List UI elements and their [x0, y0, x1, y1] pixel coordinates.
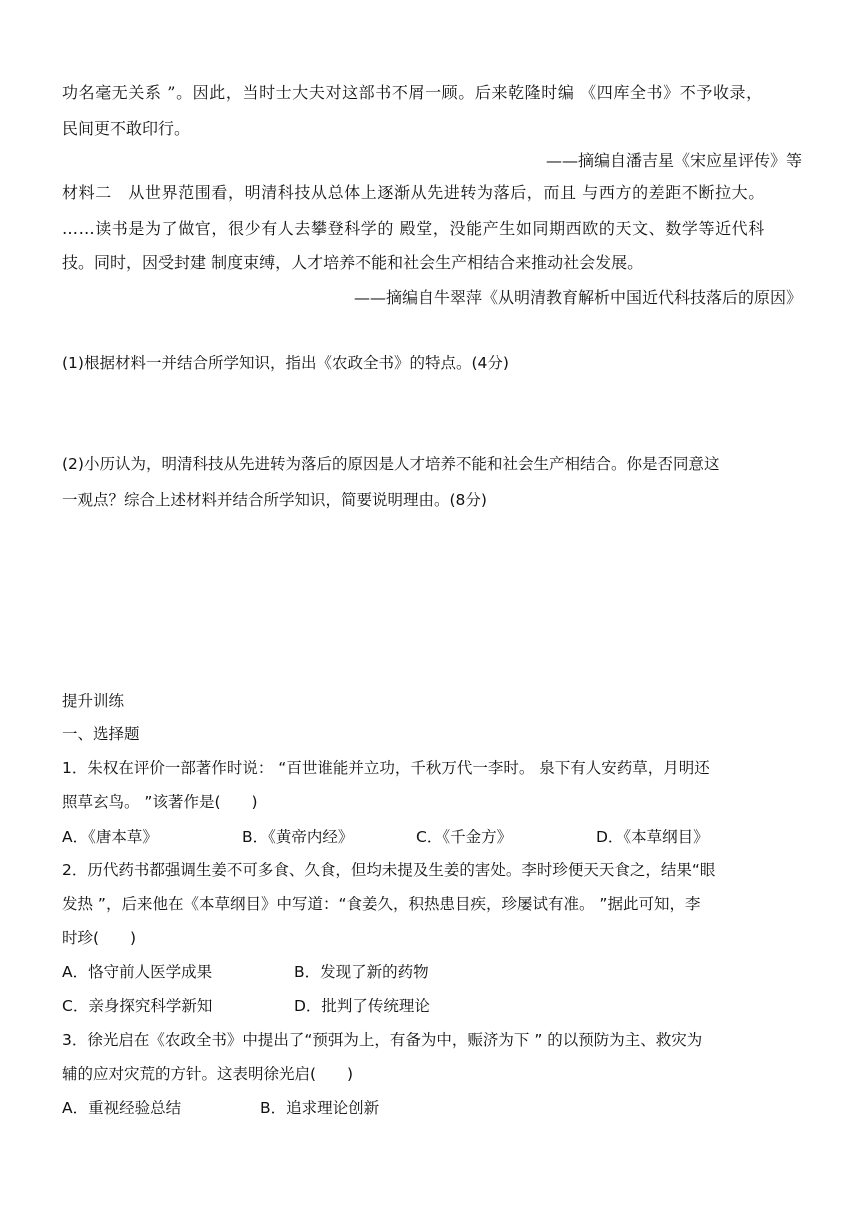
item-3-line-1: 3．徐光启在《农政全书》中提出了“预弭为上，有备为中，赈济为下 ” 的以预防为主、救灾为: [62, 1031, 703, 1049]
item-2-line-3: 时珍( ): [62, 929, 137, 947]
item-2-option-d[interactable]: D．批判了传统理论: [294, 997, 430, 1015]
item-3-option-a[interactable]: A．重视经验总结: [62, 1099, 182, 1117]
item-1-line-2: 照草玄鸟。 ”该著作是( ): [62, 793, 258, 811]
item-1-option-d[interactable]: D．《本草纲目》: [596, 828, 709, 846]
question-2-line-2: 一观点？综合上述材料并结合所学知识，简要说明理由。(8分): [62, 491, 487, 509]
material-one-line-2: 民间更不敢印行。: [62, 119, 191, 138]
material-two-source: ——摘编自牛翠萍《从明清教育解析中国近代科技落后的原因》: [353, 288, 802, 307]
item-1-option-a[interactable]: A．《唐本草》: [62, 828, 158, 846]
item-2-option-a[interactable]: A．恪守前人医学成果: [62, 963, 213, 981]
item-1-line-1: 1．朱权在评价一部著作时说： “百世谁能并立功，千秋万代一李时。 泉下有人安药草，月明还: [62, 759, 710, 777]
item-2-line-2: 发热 ”，后来他在《本草纲目》中写道：“食姜久，积热患目疾，珍屡试有准。 ”据此可知，李: [62, 895, 701, 913]
item-2-option-c[interactable]: C．亲身探究科学新知: [62, 997, 213, 1015]
question-2-line-1: (2)小历认为，明清科技从先进转为落后的原因是人才培养不能和社会生产相结合。你是否同意这: [62, 455, 720, 473]
item-2-option-b[interactable]: B．发现了新的药物: [294, 963, 429, 981]
material-one-line-1: 功名毫无关系 ”。因此，当时士大夫对这部书不屑一顾。后来乾隆时编 《四库全书》不予收录，: [62, 83, 763, 102]
item-2-line-1: 2．历代药书都强调生姜不可多食、久食，但均未提及生姜的害处。李时珍便天天食之，结果“眼: [62, 861, 716, 879]
subsection-title: 一、选择题: [62, 725, 140, 743]
material-two-line-2: ……读书是为了做官，很少有人去攀登科学的 殿堂，没能产生如同期西欧的天文、数学等近代科: [62, 219, 765, 238]
section-title: 提升训练: [62, 692, 125, 710]
item-1-option-c[interactable]: C．《千金方》: [416, 828, 513, 846]
material-one-source: ——摘编自潘吉星《宋应星评传》等: [545, 151, 802, 170]
item-3-option-b[interactable]: B．追求理论创新: [260, 1099, 380, 1117]
item-1-option-b[interactable]: B．《黄帝内经》: [242, 828, 354, 846]
material-two-line-1: 材料二 从世界范围看，明清科技从总体上逐渐从先进转为落后，而且 与西方的差距不断拉大。: [62, 183, 765, 202]
question-1: (1)根据材料一并结合所学知识，指出《农政全书》的特点。(4分): [62, 354, 509, 372]
material-two-line-3: 技。同时，因受封建 制度束缚，人才培养不能和社会生产相结合来推动社会发展。: [62, 253, 644, 272]
item-3-line-2: 辅的应对灾荒的方针。这表明徐光启( ): [62, 1065, 354, 1083]
